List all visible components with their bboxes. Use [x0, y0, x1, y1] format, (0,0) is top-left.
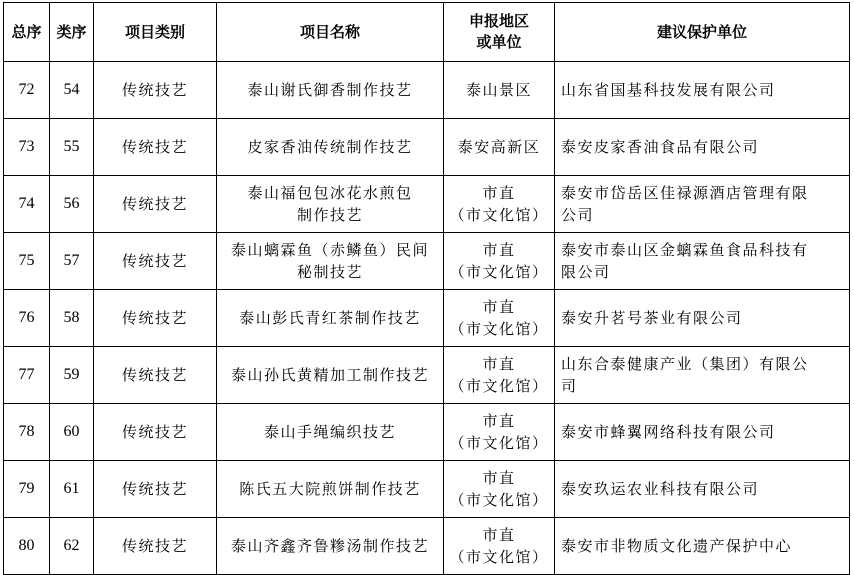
cell-region-line2: （市文化馆） — [449, 434, 549, 452]
table-row — [4, 461, 850, 518]
cell-total-no: 77 — [4, 347, 50, 404]
table-row — [4, 404, 850, 461]
cell-total-no: 80 — [4, 518, 50, 575]
cell-protection-unit-line2: 司 — [561, 377, 578, 395]
cell-region-line1: 市直 — [482, 184, 516, 202]
cell-project-name — [217, 461, 444, 518]
cell-category: 传统技艺 — [94, 176, 217, 233]
header-protection-unit: 建议保护单位 — [555, 3, 850, 62]
cell-protection-unit — [555, 119, 850, 176]
cell-protection-unit — [555, 404, 850, 461]
cell-region — [444, 347, 555, 404]
cell-project-name — [217, 518, 444, 575]
cell-region — [444, 518, 555, 575]
cell-project-name-line1: 泰山螭霖鱼（赤鳞鱼）民间 — [230, 241, 429, 259]
cell-region — [444, 290, 555, 347]
cell-region — [444, 461, 555, 518]
cell-project-name — [217, 176, 444, 233]
cell-protection-unit-line1: 泰安市岱岳区佳禄源酒店管理有限 — [561, 184, 809, 202]
cell-region-line2: （市文化馆） — [449, 548, 549, 566]
table-row — [4, 176, 850, 233]
cell-protection-unit-line1: 泰安升茗号茶业有限公司 — [561, 309, 743, 327]
cell-region — [444, 62, 555, 119]
table-row — [4, 62, 850, 119]
cell-total-no: 74 — [4, 176, 50, 233]
table-row — [4, 119, 850, 176]
header-total-no: 总序 — [4, 3, 50, 62]
header-region-line1: 申报地区 — [468, 12, 529, 30]
cell-region-line1: 市直 — [482, 241, 516, 259]
cell-category: 传统技艺 — [94, 233, 217, 290]
cell-protection-unit-line1: 泰安市蜂翼网络科技有限公司 — [561, 423, 776, 441]
cell-region-line1: 市直 — [482, 412, 516, 430]
table-row — [4, 347, 850, 404]
cell-region-line1: 市直 — [482, 469, 516, 487]
cell-project-name-line1: 皮家香油传统制作技艺 — [247, 138, 413, 156]
cell-project-name — [217, 62, 444, 119]
cell-protection-unit-line1: 山东省国基科技发展有限公司 — [561, 81, 776, 99]
cell-project-name-line2: 秘制技艺 — [296, 263, 363, 281]
cell-region-line1: 泰山景区 — [465, 81, 532, 99]
cell-protection-unit-line1: 泰安玖运农业科技有限公司 — [561, 480, 760, 498]
cell-protection-unit — [555, 461, 850, 518]
cell-protection-unit — [555, 518, 850, 575]
cell-total-no: 78 — [4, 404, 50, 461]
cell-project-name — [217, 347, 444, 404]
cell-category-no: 56 — [50, 176, 94, 233]
cell-category-no: 54 — [50, 62, 94, 119]
table-row — [4, 518, 850, 575]
cell-protection-unit — [555, 347, 850, 404]
header-region — [444, 3, 555, 62]
cell-category: 传统技艺 — [94, 461, 217, 518]
cell-region-line2: （市文化馆） — [449, 491, 549, 509]
cell-region-line2: （市文化馆） — [449, 320, 549, 338]
cell-region — [444, 119, 555, 176]
cell-category-no: 61 — [50, 461, 94, 518]
cell-protection-unit — [555, 233, 850, 290]
cell-protection-unit-line1: 山东合泰健康产业（集团）有限公 — [561, 355, 809, 373]
cell-category: 传统技艺 — [94, 347, 217, 404]
cell-total-no: 75 — [4, 233, 50, 290]
cell-region — [444, 176, 555, 233]
cell-category-no: 59 — [50, 347, 94, 404]
cell-project-name — [217, 404, 444, 461]
table-row — [4, 233, 850, 290]
cell-region-line1: 泰安高新区 — [457, 138, 541, 156]
cell-project-name — [217, 233, 444, 290]
cell-region-line2: （市文化馆） — [449, 263, 549, 281]
cell-category-no: 58 — [50, 290, 94, 347]
cell-project-name — [217, 290, 444, 347]
cell-project-name-line1: 泰山齐鑫齐鲁糁汤制作技艺 — [230, 537, 429, 555]
cell-category-no: 62 — [50, 518, 94, 575]
cell-region-line1: 市直 — [482, 355, 516, 373]
cell-category-no: 60 — [50, 404, 94, 461]
cell-project-name-line1: 泰山手绳编织技艺 — [263, 423, 396, 441]
cell-total-no: 73 — [4, 119, 50, 176]
cell-total-no: 79 — [4, 461, 50, 518]
cell-protection-unit — [555, 62, 850, 119]
header-category: 项目类别 — [94, 3, 217, 62]
cell-region-line2: （市文化馆） — [449, 377, 549, 395]
heritage-project-table — [3, 2, 850, 575]
cell-project-name-line1: 泰山孙氏黄精加工制作技艺 — [230, 366, 429, 384]
cell-category: 传统技艺 — [94, 518, 217, 575]
cell-category-no: 57 — [50, 233, 94, 290]
cell-protection-unit-line1: 泰安市非物质文化遗产保护中心 — [561, 537, 793, 555]
table-header-row — [4, 3, 850, 62]
cell-project-name-line1: 泰山谢氏御香制作技艺 — [247, 81, 413, 99]
cell-category: 传统技艺 — [94, 404, 217, 461]
cell-protection-unit-line2: 公司 — [561, 206, 595, 224]
table-row — [4, 290, 850, 347]
cell-category: 传统技艺 — [94, 119, 217, 176]
cell-total-no: 76 — [4, 290, 50, 347]
cell-project-name-line1: 泰山福包包冰花水煎包 — [247, 184, 413, 202]
cell-category: 传统技艺 — [94, 62, 217, 119]
cell-region-line1: 市直 — [482, 526, 516, 544]
cell-protection-unit-line2: 限公司 — [561, 263, 611, 281]
cell-category-no: 55 — [50, 119, 94, 176]
cell-region-line1: 市直 — [482, 298, 516, 316]
cell-region — [444, 404, 555, 461]
cell-protection-unit-line1: 泰安市泰山区金螭霖鱼食品科技有 — [561, 241, 809, 259]
header-project-name: 项目名称 — [217, 3, 444, 62]
cell-project-name — [217, 119, 444, 176]
header-category-no: 类序 — [50, 3, 94, 62]
cell-protection-unit — [555, 290, 850, 347]
cell-protection-unit-line1: 泰安皮家香油食品有限公司 — [561, 138, 760, 156]
cell-category: 传统技艺 — [94, 290, 217, 347]
cell-total-no: 72 — [4, 62, 50, 119]
cell-project-name-line1: 陈氏五大院煎饼制作技艺 — [239, 480, 421, 498]
cell-region — [444, 233, 555, 290]
cell-project-name-line1: 泰山彭氏青红茶制作技艺 — [239, 309, 421, 327]
header-region-line2: 或单位 — [476, 33, 522, 51]
cell-region-line2: （市文化馆） — [449, 206, 549, 224]
cell-protection-unit — [555, 176, 850, 233]
cell-project-name-line2: 制作技艺 — [296, 206, 363, 224]
